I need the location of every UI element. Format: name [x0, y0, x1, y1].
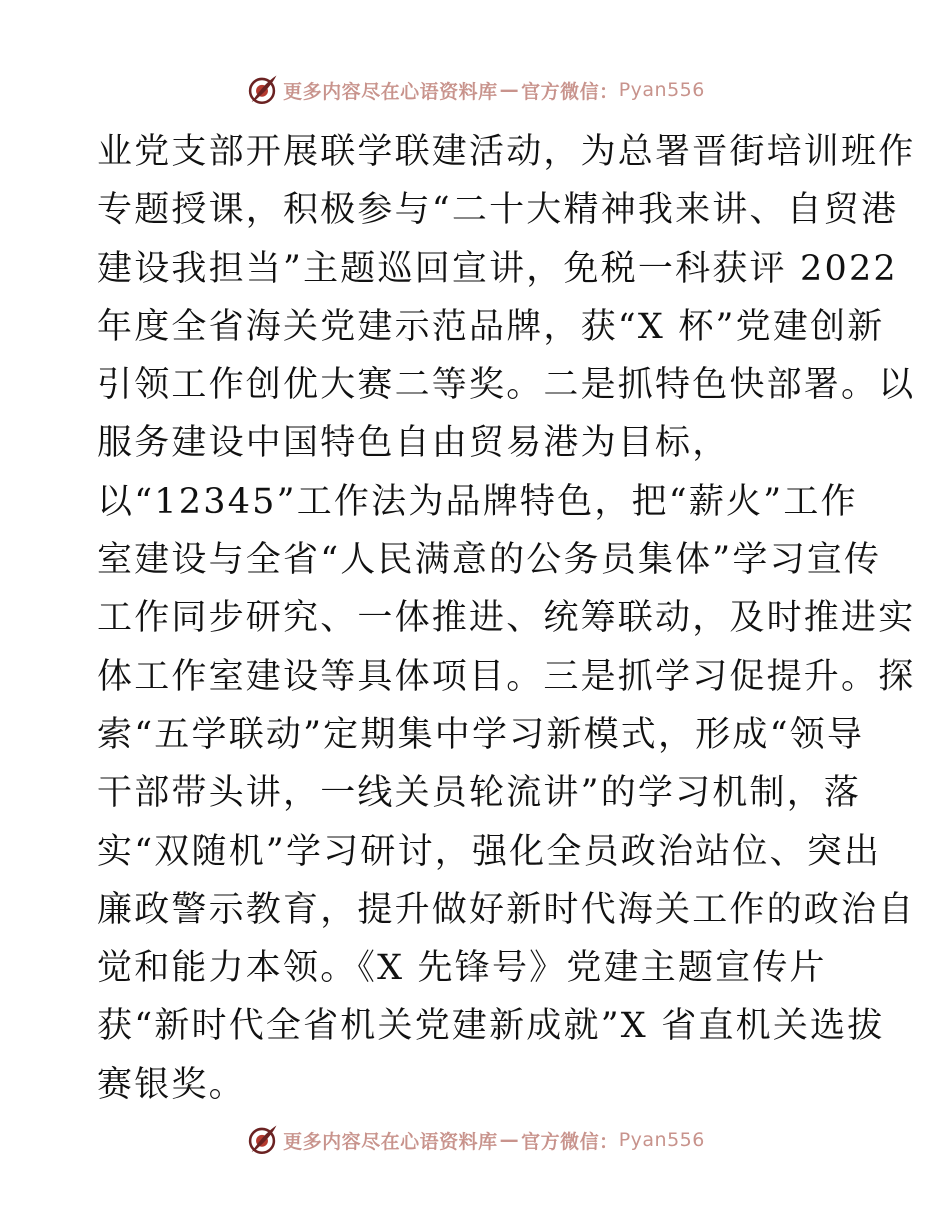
document-body: [97, 123, 916, 1114]
body-line: 获“新时代全省机关党建新成就”X 省直机关选拔: [97, 1006, 885, 1047]
body-line: 觉和能力本领。《X 先锋号》党建主题宣传片: [97, 948, 827, 989]
watermark-text: 更多内容尽在心语资料库: [283, 1130, 498, 1153]
watermark-separator: —: [499, 1129, 520, 1151]
body-line: 工作同步研究、一体推进、统筹联动，及时推进实: [97, 598, 916, 639]
watermark-header: [0, 70, 950, 110]
body-line: 引领工作创优大赛二等奖。二是抓特色快部署。以: [97, 365, 916, 406]
watermark-wechat-label: 官方微信：: [521, 80, 619, 103]
quill-logo-icon: [245, 73, 279, 107]
body-line: 室建设与全省“人民满意的公务员集体”学习宣传: [97, 540, 882, 581]
watermark-wechat-label: 官方微信：: [521, 1130, 619, 1153]
watermark-separator: —: [499, 79, 520, 101]
watermark-text: 更多内容尽在心语资料库: [283, 80, 498, 103]
body-line: 体工作室建设等具体项目。三是抓学习促提升。探: [97, 656, 916, 697]
body-line: 业党支部开展联学联建活动，为总署晋街培训班作: [97, 132, 916, 172]
quill-logo-icon: [245, 1123, 279, 1157]
body-line: 实“双随机”学习研讨，强化全员政治站位、突出: [97, 831, 882, 872]
body-line: 专题授课，积极参与“二十大精神我来讲、自贸港: [97, 190, 899, 231]
watermark-wechat-id: Pyan556: [618, 79, 705, 101]
body-line: 建设我担当”主题巡回宣讲，免税一科获评 2022: [97, 248, 898, 289]
body-line: 服务建设中国特色自由贸易港为目标，: [97, 423, 730, 464]
body-line: 廉政警示教育，提升做好新时代海关工作的政治自: [97, 889, 916, 930]
watermark-footer: [0, 1120, 950, 1160]
watermark-wechat-id: Pyan556: [618, 1129, 705, 1151]
body-line: 干部带头讲，一线关员轮流讲”的学习机制，落: [97, 773, 862, 814]
body-line: 年度全省海关党建示范品牌，获“X 杯”党建创新: [97, 306, 885, 347]
body-line: 以“12345”工作法为品牌特色，把“薪火”工作: [97, 481, 858, 522]
body-line: 索“五学联动”定期集中学习新模式，形成“领导: [97, 714, 865, 755]
body-line: 赛银奖。: [97, 1064, 246, 1105]
